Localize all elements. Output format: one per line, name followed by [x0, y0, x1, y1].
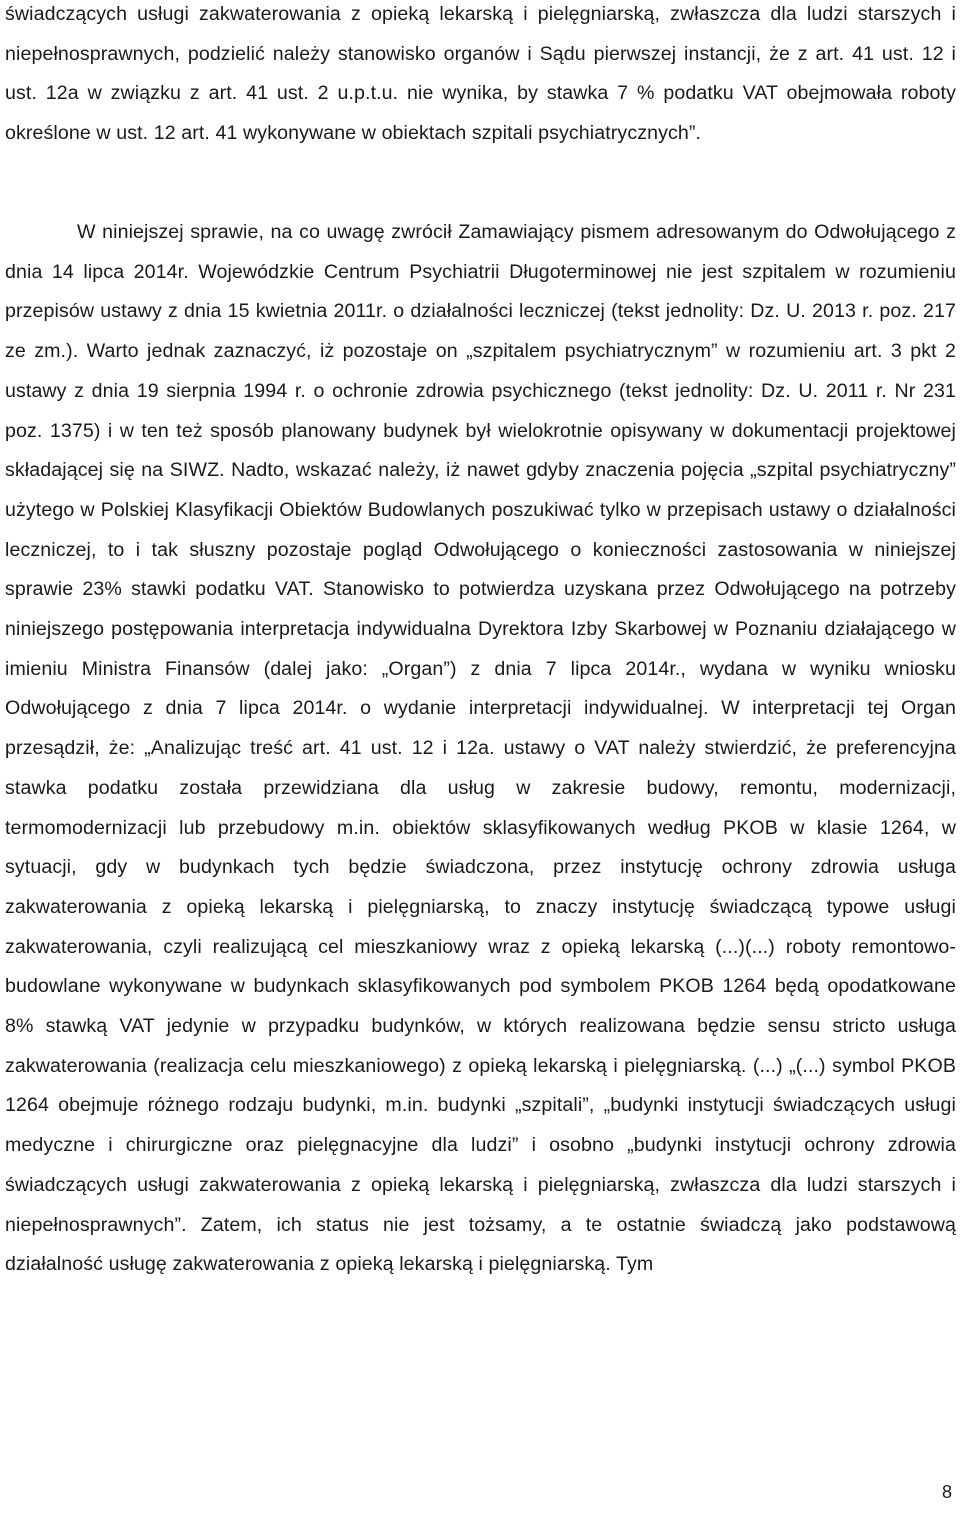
paragraph-continuation: świadczących usługi zakwaterowania z opieką lekarską i pielęgniarską, zwłaszcza dla ludzi starszych i niepełnosprawnych, podzielić należy stanowisko organów i Sądu pierwszej instancji, że z art. 41 ust. 12 i ust. 12a w związku z art. 41 ust. 2 u.p.t.u. nie wynika, by stawka 7 % podatku VAT obejmowała roboty określone w ust. 12 art. 41 wykonywane w obiektach szpitali psychiatrycznych”.: [5, 3, 956, 145]
page-number: 8: [941, 1482, 952, 1502]
paragraph-main: W niniejszej sprawie, na co uwagę zwrócił Zamawiający pismem adresowanym do Odwołującego z dnia 14 lipca 2014r. Wojewódzkie Centrum Psychiatrii Długoterminowej nie jest szpitalem w rozumieniu przepisów ustawy z dnia 15 kwietnia 2011r. o działalności leczniczej (tekst jednolity: Dz. U. 2013 r. poz. 217 ze zm.). Warto jednak zaznaczyć, iż pozostaje on „szpitalem psychiatrycznym” w rozumieniu art. 3 pkt 2 ustawy z dnia 19 sierpnia 1994 r. o ochronie zdrowia psychicznego (tekst jednolity: Dz. U. 2011 r. Nr 231 poz. 1375) i w ten też sposób planowany budynek był wielokrotnie opisywany w dokumentacji projektowej składającej się na SIWZ. Nadto, wskazać należy, iż nawet gdyby znaczenia pojęcia „szpital psychiatryczny” użytego w Polskiej Klasyfikacji Obiektów Budowlanych poszukiwać tylko w przepisach ustawy o działalności leczniczej, to i tak słuszny pozostaje pogląd Odwołującego o konieczności zastosowania w niniejszej sprawie 23% stawki podatku VAT. Stanowisko to potwierdza uzyskana przez Odwołującego na potrzeby niniejszego postępowania interpretacja indywidualna Dyrektora Izby Skarbowej w Poznaniu działającego w imieniu Ministra Finansów (dalej jako: „Organ”) z dnia 7 lipca 2014r., wydana w wyniku wniosku Odwołującego z dnia 7 lipca 2014r. o wydanie interpretacji indywidualnej. W interpretacji tej Organ przesądził, że: „Analizując treść art. 41 ust. 12 i 12a. ustawy o VAT należy stwierdzić, że preferencyjna stawka podatku została przewidziana dla usług w zakresie budowy, remontu, modernizacji, termomodernizacji lub przebudowy m.in. obiektów sklasyfikowanych według PKOB w klasie 1264, w sytuacji, gdy w budynkach tych będzie świadczona, przez instytucję ochrony zdrowia usługa zakwaterowania z opieką lekarską i pielęgniarską, to znaczy instytucję świadczącą typowe usługi zakwaterowania, czyli realizującą cel mieszkaniowy wraz z opieką lekarską (...)(...) roboty remontowo-budowlane wykonywane w budynkach sklasyfikowanych pod symbolem PKOB 1264 będą opodatkowane 8% stawką VAT jedynie w przypadku budynków, w których realizowana będzie sensu stricto usługa zakwaterowania (realizacja celu mieszkaniowego) z opieką lekarską i pielęgniarską. (...) „(...) symbol PKOB 1264 obejmuje różnego rodzaju budynki, m.in. budynki „szpitali”, „budynki instytucji świadczących usługi medyczne i chirurgiczne oraz pielęgnacyjne dla ludzi” i osobno „budynki instytucji ochrony zdrowia świadczących usługi zakwaterowania z opieką lekarską i pielęgniarską, zwłaszcza dla ludzi starszych i niepełnosprawnych”. Zatem, ich status nie jest tożsamy, a te ostatnie świadczą jako podstawową działalność usługę zakwaterowania z opieką lekarską i pielęgniarską. Tym: [5, 221, 956, 1276]
